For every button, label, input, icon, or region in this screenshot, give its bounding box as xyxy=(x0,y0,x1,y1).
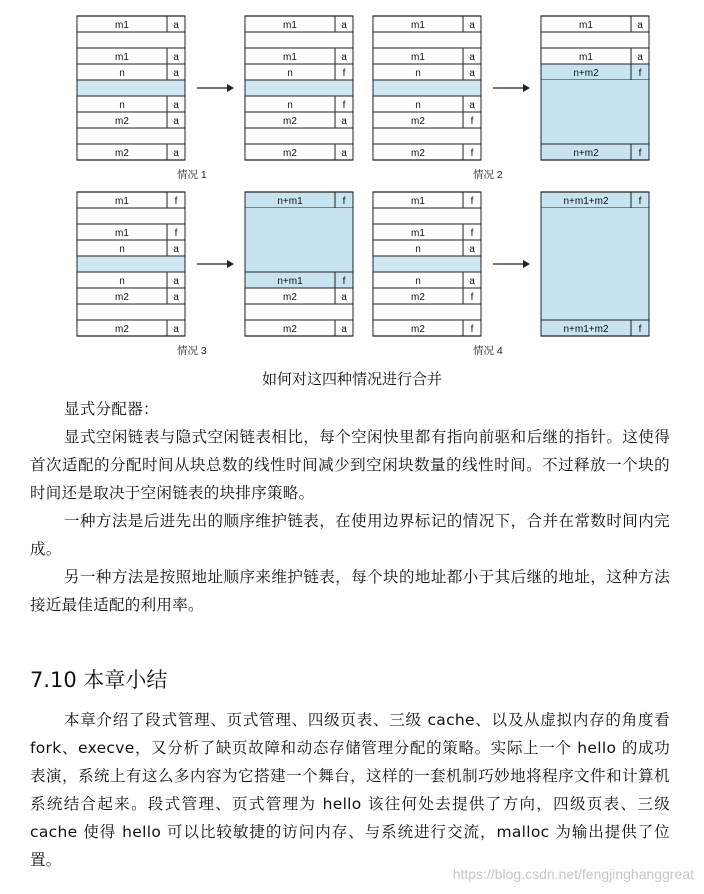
block-size-label: n xyxy=(287,100,293,111)
case-3 xyxy=(77,192,353,357)
alloc-flag-label: f xyxy=(638,148,642,159)
block-size-label: m2 xyxy=(283,324,297,335)
coalescing-diagram xyxy=(60,0,660,362)
alloc-flag-label: f xyxy=(638,324,642,335)
payload-gap xyxy=(541,32,649,48)
block-size-label: n xyxy=(415,276,421,287)
block-size-label: n xyxy=(119,244,125,255)
freed-block xyxy=(373,256,481,272)
section-summary-paragraph: 本章介绍了段式管理、页式管理、四级页表、三级 cache、以及从虚拟内存的角度看 fork、execve，又分析了缺页故障和动态存储管理分配的策略。实际上一个 hello 的成功表演，系统上有这么多内容为它搭建一个舞台，这样的一套机制巧妙地将程序文件和计算机系统结合起来。段式管理、页式管理为 hello 该往何处去提供了方向，四级页表、三级 cache 使得 hello 可以比较敏捷的访问内存、与系统进行交流，malloc 为输出提供了位置。 xyxy=(30,711,670,869)
payload-gap xyxy=(245,304,353,320)
alloc-flag-label: a xyxy=(173,244,179,255)
case-label: 情况 4 xyxy=(473,345,503,357)
case-2 xyxy=(373,16,649,181)
block-size-label: m2 xyxy=(115,324,129,335)
alloc-flag-label: a xyxy=(469,68,475,79)
alloc-flag-label: f xyxy=(470,292,474,303)
case-label: 情况 3 xyxy=(177,345,207,357)
alloc-flag-label: f xyxy=(470,116,474,127)
alloc-flag-label: f xyxy=(174,228,178,239)
alloc-flag-label: f xyxy=(342,276,346,287)
alloc-flag-label: a xyxy=(341,292,347,303)
arrow-head-icon xyxy=(227,260,234,268)
arrow-head-icon xyxy=(227,84,234,92)
alloc-flag-label: a xyxy=(637,20,643,31)
alloc-flag-label: f xyxy=(470,148,474,159)
alloc-flag-label: a xyxy=(173,324,179,335)
block-size-label: m2 xyxy=(411,324,425,335)
explicit-allocator-paragraph-3: 另一种方法是按照地址顺序来维护链表，每个块的地址都小于其后继的地址，这种方法接近最佳适配的利用率。 xyxy=(30,568,670,614)
section-heading: 7.10 本章小结 xyxy=(30,668,168,692)
alloc-flag-label: a xyxy=(341,20,347,31)
block-size-label: n+m1+m2 xyxy=(563,196,609,207)
alloc-flag-label: a xyxy=(173,52,179,63)
block-size-label: n+m2 xyxy=(573,148,599,159)
alloc-flag-label: a xyxy=(637,52,643,63)
block-size-label: n xyxy=(287,68,293,79)
payload-gap xyxy=(373,304,481,320)
arrow-head-icon xyxy=(523,84,530,92)
block-size-label: m1 xyxy=(283,52,297,63)
block-size-label: n xyxy=(415,100,421,111)
block-size-label: m2 xyxy=(283,292,297,303)
alloc-flag-label: a xyxy=(469,52,475,63)
block-size-label: m2 xyxy=(115,148,129,159)
block-size-label: m1 xyxy=(283,20,297,31)
block-size-label: m2 xyxy=(283,116,297,127)
payload-gap xyxy=(245,32,353,48)
alloc-flag-label: a xyxy=(173,292,179,303)
merged-free-body xyxy=(245,208,353,272)
case-1 xyxy=(77,16,353,181)
alloc-flag-label: a xyxy=(469,244,475,255)
merged-free-body xyxy=(541,208,649,320)
alloc-flag-label: f xyxy=(342,68,346,79)
block-size-label: m1 xyxy=(579,52,593,63)
alloc-flag-label: a xyxy=(173,276,179,287)
freed-block xyxy=(77,256,185,272)
alloc-flag-label: a xyxy=(173,148,179,159)
alloc-flag-label: a xyxy=(173,20,179,31)
coalescing-figure xyxy=(60,0,660,362)
block-size-label: n xyxy=(119,276,125,287)
alloc-flag-label: f xyxy=(174,196,178,207)
alloc-flag-label: a xyxy=(341,148,347,159)
freed-block xyxy=(373,80,481,96)
payload-gap xyxy=(77,32,185,48)
payload-gap xyxy=(77,128,185,144)
block-size-label: m1 xyxy=(115,20,129,31)
block-size-label: n+m1 xyxy=(277,196,303,207)
block-size-label: m2 xyxy=(411,148,425,159)
alloc-flag-label: a xyxy=(173,68,179,79)
alloc-flag-label: a xyxy=(341,116,347,127)
case-label: 情况 2 xyxy=(473,169,503,181)
block-size-label: m1 xyxy=(115,52,129,63)
block-size-label: m2 xyxy=(283,148,297,159)
case-label: 情况 1 xyxy=(177,169,207,181)
alloc-flag-label: f xyxy=(638,68,642,79)
block-size-label: m2 xyxy=(115,116,129,127)
alloc-flag-label: f xyxy=(638,196,642,207)
block-size-label: m1 xyxy=(115,228,129,239)
block-size-label: m1 xyxy=(411,196,425,207)
block-size-label: n xyxy=(119,100,125,111)
alloc-flag-label: a xyxy=(341,324,347,335)
block-size-label: n+m1+m2 xyxy=(563,324,609,335)
payload-gap xyxy=(373,128,481,144)
alloc-flag-label: f xyxy=(470,196,474,207)
block-size-label: n xyxy=(415,244,421,255)
explicit-allocator-paragraph-1: 显式空闲链表与隐式空闲链表相比，每个空闲快里都有指向前驱和后继的指针。这使得首次适配的分配时间从块总数的线性时间减少到空闲块数量的线性时间。不过释放一个块的时间还是取决于空闲链表的块排序策略。 xyxy=(30,428,670,502)
freed-block xyxy=(77,80,185,96)
explicit-allocator-title: 显式分配器： xyxy=(64,400,159,418)
block-size-label: m1 xyxy=(115,196,129,207)
block-size-label: m1 xyxy=(579,20,593,31)
block-size-label: m2 xyxy=(411,116,425,127)
payload-gap xyxy=(77,208,185,224)
alloc-flag-label: f xyxy=(342,100,346,111)
alloc-flag-label: a xyxy=(469,100,475,111)
alloc-flag-label: a xyxy=(341,52,347,63)
payload-gap xyxy=(373,208,481,224)
payload-gap xyxy=(77,304,185,320)
alloc-flag-label: f xyxy=(342,196,346,207)
arrow-head-icon xyxy=(523,260,530,268)
payload-gap xyxy=(245,128,353,144)
block-size-label: n+m1 xyxy=(277,276,303,287)
block-size-label: m1 xyxy=(411,52,425,63)
alloc-flag-label: a xyxy=(469,276,475,287)
block-size-label: m2 xyxy=(411,292,425,303)
alloc-flag-label: f xyxy=(470,324,474,335)
figure-caption: 如何对这四种情况进行合并 xyxy=(261,370,442,388)
alloc-flag-label: a xyxy=(469,20,475,31)
freed-block xyxy=(245,80,353,96)
payload-gap xyxy=(373,32,481,48)
explicit-allocator-paragraph-2: 一种方法是后进先出的顺序维护链表，在使用边界标记的情况下，合并在常数时间内完成。 xyxy=(30,512,670,558)
alloc-flag-label: a xyxy=(173,100,179,111)
block-size-label: m2 xyxy=(115,292,129,303)
alloc-flag-label: f xyxy=(470,228,474,239)
case-4 xyxy=(373,192,649,357)
merged-free-body xyxy=(541,80,649,144)
block-size-label: n+m2 xyxy=(573,68,599,79)
block-size-label: m1 xyxy=(411,20,425,31)
alloc-flag-label: a xyxy=(173,116,179,127)
block-size-label: n xyxy=(415,68,421,79)
block-size-label: n xyxy=(119,68,125,79)
watermark: https://blog.csdn.net/fengjinghanggreat xyxy=(452,866,694,882)
block-size-label: m1 xyxy=(411,228,425,239)
